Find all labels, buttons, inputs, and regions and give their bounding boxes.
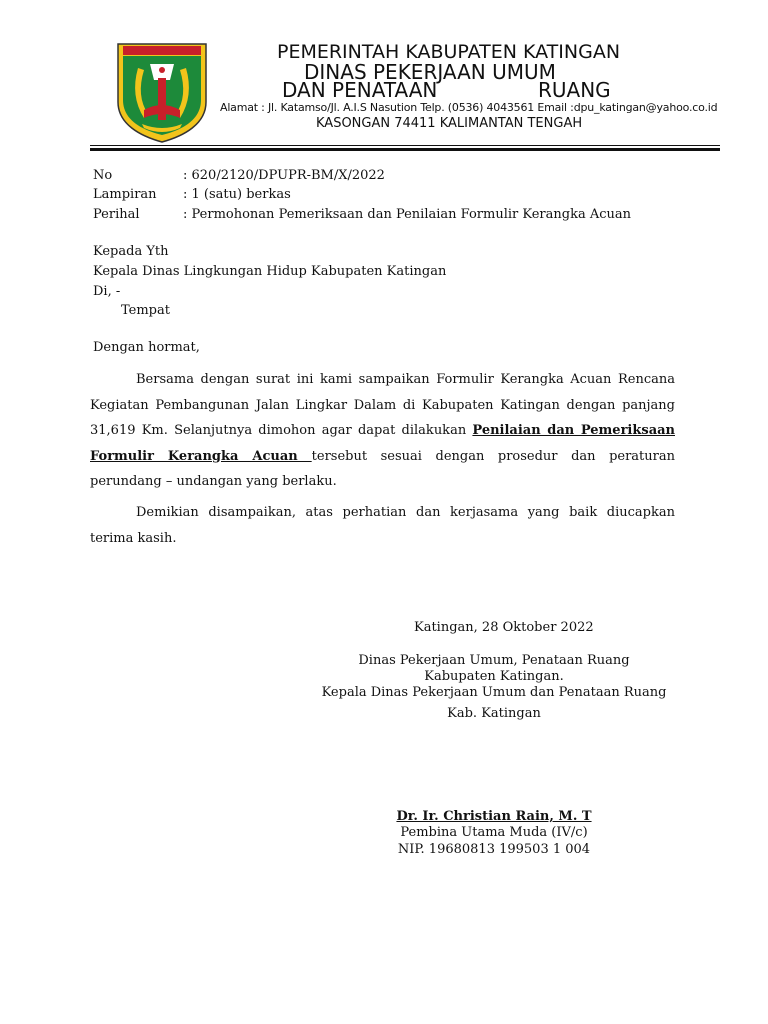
letterhead-agency: DINAS PEKERJAAN UMUM [304,60,556,84]
signatory-name: Dr. Ir. Christian Rain, M. T [396,809,592,824]
signature-regency: Kabupaten Katingan. [424,669,564,684]
lampiran-value: : 1 (satu) berkas [183,187,291,202]
letterhead-agency-cont: DAN PENATAAN [282,78,438,102]
recipient-di: Di, - [93,284,121,299]
place-date: Katingan, 28 Oktober 2022 [414,620,594,635]
greeting: Dengan hormat, [93,340,200,355]
letterhead-city: KASONGAN 74411 KALIMANTAN TENGAH [316,116,583,131]
signatory-rank: Pembina Utama Muda (IV/c) [400,825,588,840]
lampiran-label: Lampiran [93,187,157,202]
letterhead-divider-thick [90,148,720,151]
body-paragraph-2: Demikian disampaikan, atas perhatian dan kerjasama yang baik diucapkan terima kasih. [90,505,675,546]
letterhead-government: PEMERINTAH KABUPATEN KATINGAN [277,41,621,63]
signature-region: Kab. Katingan [447,706,541,721]
perihal-value: : Permohonan Pemeriksaan dan Penilaian Formulir Kerangka Acuan [183,207,632,222]
body-paragraph-1 [90,367,675,495]
signatory-nip: NIP. 19680813 199503 1 004 [397,842,591,857]
no-value: : 620/2120/DPUPR-BM/X/2022 [183,168,385,183]
kabupaten-katingan-logo [114,40,210,144]
letterhead-divider-thin [90,145,720,146]
signature-position: Kepala Dinas Pekerjaan Umum dan Penataan Ruang [321,685,667,700]
recipient-name: Kepala Dinas Lingkungan Hidup Kabupaten Katingan [93,264,447,279]
letterhead-address: Alamat : Jl. Katamso/Jl. A.I.S Nasution Telp. (0536) 4043561 Email :dpu_katingan@yahoo.co.id [220,101,718,114]
signature-office: Dinas Pekerjaan Umum, Penataan Ruang [358,653,630,668]
letterhead-agency-cont-2: RUANG [538,78,611,102]
recipient-place: Tempat [121,303,170,318]
recipient-salutation: Kepada Yth [93,244,169,259]
perihal-label: Perihal [93,207,140,222]
paragraph-1-emphasis: Penilaian dan Pemeriksaan Formulir Kerangka Acuan [90,423,675,464]
no-label: No [93,168,113,183]
paragraph-1-text-b: tersebut sesuai dengan prosedur dan peraturan perundang – undangan yang berlaku. [90,448,675,489]
paragraph-1-text-a: Bersama dengan surat ini kami sampaikan Formulir Kerangka Acuan Rencana Kegiatan Pembangunan Jalan Lingkar Dalam di Kabupaten Katingan dengan panjang 31,619 Km. Selanjutnya dimohon agar dapat dilakukan [90,372,675,438]
